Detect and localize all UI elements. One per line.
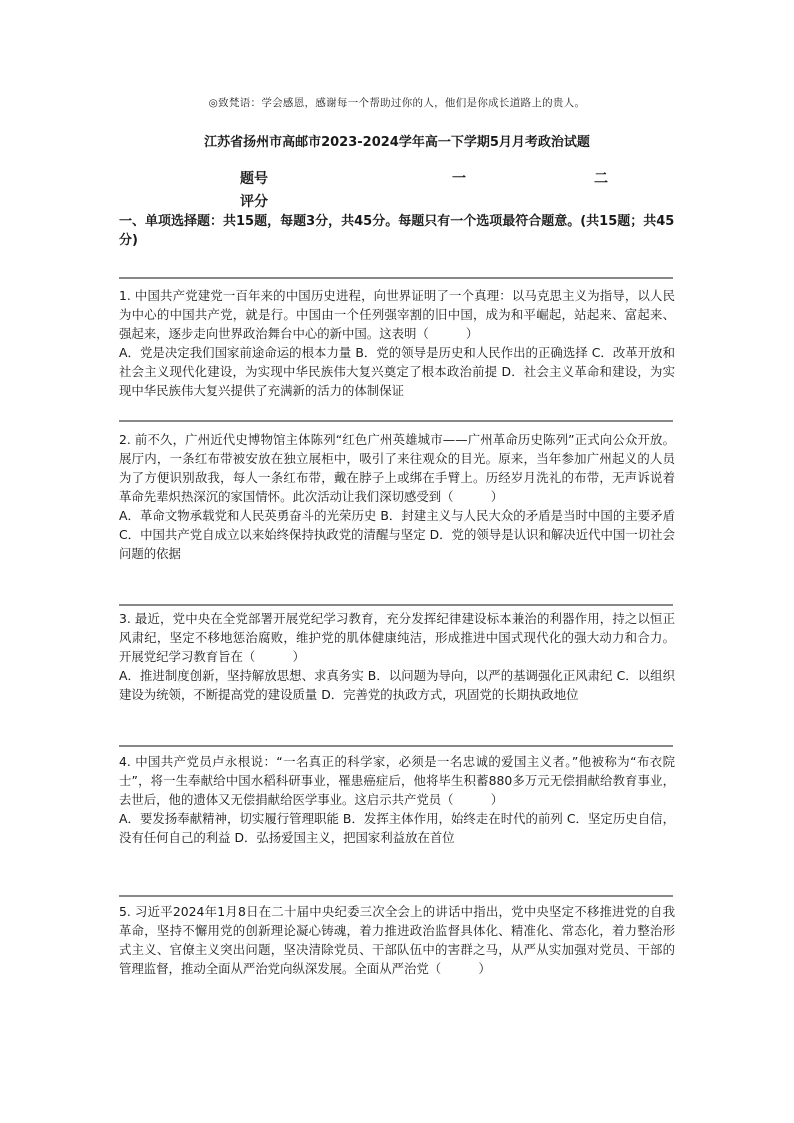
question-divider xyxy=(119,895,673,897)
section-heading: 一、单项选择题：共15题，每题3分，共45分。每题只有一个选项最符合题意。(共15题；共45分) xyxy=(119,214,675,248)
motto-line: ◎致梵语：学会感恩，感谢每一个帮助过你的人，他们是你成长道路上的贵人。 xyxy=(208,97,586,109)
question-stem: 4. 中国共产党员卢永根说：“一名真正的科学家，必须是一名忠诚的爱国主义者。”他被称为“布衣院士”，将一生奉献给中国水稻科研事业，罹患癌症后，他将毕生积蓄880多万元无偿捐献给教育事业，去世后，他的遗体又无偿捐献给医学事业。这启示共产党员（ ） xyxy=(119,754,675,807)
exam-title: 江苏省扬州市高邮市2023-2024学年高一下学期5月月考政治试题 xyxy=(204,135,590,150)
question-5 xyxy=(119,902,675,978)
question-stem: 5. 习近平2024年1月8日在二十届中央纪委三次全会上的讲话中指出，党中央坚定不移推进党的自我革命，坚持不懈用党的创新理论凝心铸魂，着力推进政治监督具体化、精准化、常态化，着力整治形式主义、官僚主义突出问题，坚决清除党员、干部队伍中的害群之马，从严从实加强对党员、干部的管理监督，推动全面从严治党向纵深发展。全面从严治党（ ） xyxy=(119,904,675,976)
question-stem: 3. 最近，党中央在全党部署开展党纪学习教育，充分发挥纪律建设标本兼治的利器作用，持之以恒正风肃纪，坚定不移地惩治腐败，维护党的肌体健康纯洁，形成推进中国式现代化的强大动力和合力。开展党纪学习教育旨在（ ） xyxy=(119,611,675,664)
question-options: A．推进制度创新，坚持解放思想、求真务实 B．以问题为导向，以严的基调强化正风肃纪 C．以组织建设为统领，不断提高党的建设质量 D．完善党的执政方式，巩固党的长期执政地位 xyxy=(119,668,675,702)
question-options: A．革命文物承载党和人民英勇奋斗的光荣历史 B．封建主义与人民大众的矛盾是当时中国的主要矛盾 C．中国共产党自成立以来始终保持执政党的清醒与坚定 D．党的领导是认识和解决近代中国一切社会问题的依据 xyxy=(119,508,675,561)
question-divider xyxy=(119,745,673,747)
question-2 xyxy=(119,430,675,563)
question-divider xyxy=(119,604,673,606)
question-divider xyxy=(119,420,673,422)
question-4 xyxy=(119,752,675,847)
question-stem: 1. 中国共产党建党一百年来的中国历史进程，向世界证明了一个真理：以马克思主义为指导，以人民为中心的中国共产党，就是行。中国由一个任列强宰割的旧中国，成为和平崛起，站起来、富起来、强起来，逐步走向世界政治舞台中心的新中国。这表明（ ） xyxy=(119,288,675,341)
score-table-col-2: 二 xyxy=(594,171,608,187)
question-options: A．党是决定我们国家前途命运的根本力量 B．党的领导是历史和人民作出的正确选择 C．改革开放和社会主义现代化建设，为实现中华民族伟大复兴奠定了根本政治前提 D．社会主义革命和建设，为实现中华民族伟大复兴提供了充满新的活力的体制保证 xyxy=(119,345,675,398)
question-options: A．要发扬奉献精神，切实履行管理职能 B．发挥主体作用，始终走在时代的前列 C．坚定历史自信，没有任何自己的利益 D．弘扬爱国主义，把国家利益放在首位 xyxy=(119,811,675,845)
question-3 xyxy=(119,609,675,704)
question-divider xyxy=(119,277,673,279)
score-table-row-label: 题号 xyxy=(240,171,268,187)
question-1 xyxy=(119,286,675,400)
score-table-score-label: 评分 xyxy=(240,194,268,210)
question-stem: 2. 前不久，广州近代史博物馆主体陈列“红色广州英雄城市——广州革命历史陈列”正式向公众开放。展厅内，一条红布带被安放在独立展柜中，吸引了来往观众的目光。原来，当年参加广州起义的人员为了方便识别敌我，每人一条红布带，戴在脖子上或绑在手臂上。历经岁月洗礼的布带，无声诉说着革命先辈炽热深沉的家国情怀。此次活动让我们深切感受到（ ） xyxy=(119,432,675,504)
score-table-col-1: 一 xyxy=(452,171,466,187)
